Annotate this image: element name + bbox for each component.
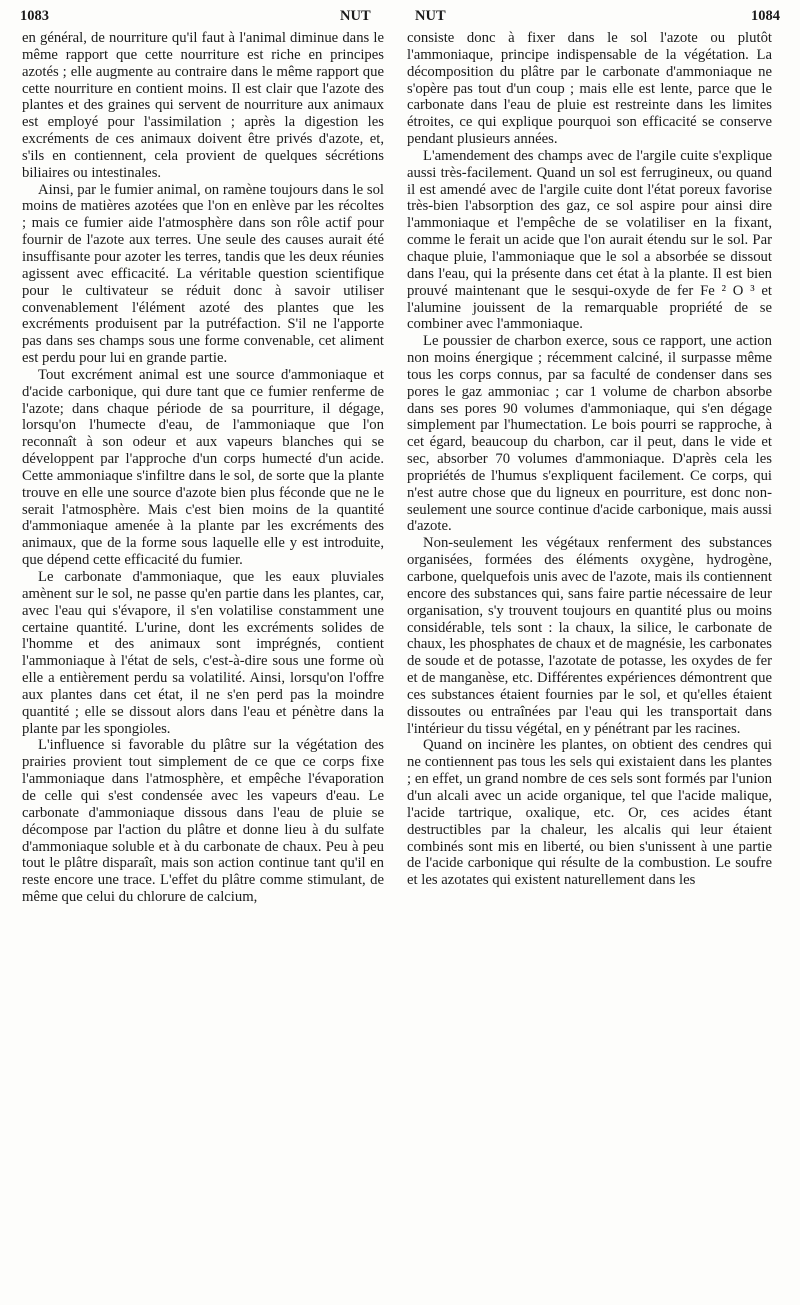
paragraph: Non-seulement les végétaux renferment des substances organisées, formées des éléments oxygène, hydrogène, carbone, quelquefois unis avec de l'azote, mais ils contiennent encore des substances qui, sans faire partie nécessaire de leur organisation, s'y trouvent toujours en quantité plus ou moins considérable, tels sont : la chaux, la silice, le carbonate de chaux, les phosphates de chaux et de magnésie, les carbonates de soude et de potasse, l'azotate de potasse, les oxydes de fer et de manganèse, etc. Différentes expériences démontrent que ces substances étaient fournies par le sol, et qu'elles étaient dissoutes ou entraînées par l'eau qui les transportait dans l'intérieur du tissu végétal, en y pénétrant par les racines. <box>407 535 773 737</box>
running-header <box>20 8 780 28</box>
paragraph: Ainsi, par le fumier animal, on ramène toujours dans le sol moins de matières azotées que l'on en enlève par les récoltes ; mais ce fumier aide l'atmosphère dans son rôle actif pour fournir de l'azote aux terres. Une seule des causes aurait été insuffisante pour azoter les terres, tandis que les deux réunies agissent avec efficacité. La véritable question scientifique pour le cultivateur se réduit donc à savoir utiliser convenablement l'élément azoté des plantes que les excréments produisent par la putréfaction. S'il ne l'apporte pas dans ses champs sous une forme convenable, cet aliment est perdu pour lui en grande partie. <box>22 181 384 367</box>
paragraph: en général, de nourriture qu'il faut à l'animal diminue dans le même rapport que cette nourriture est riche en principes azotés ; elle augmente au contraire dans le même rapport que cette nourriture en contient moins. Il est clair que l'azote des plantes et des graines qui servent de nourriture aux animaux est employé pour l'assimilation ; après la digestion les excréments de ces animaux doivent être privés d'azote, et, s'ils en contiennent, cela provient de quelques sécrétions biliaires ou intestinales. <box>22 30 384 181</box>
paragraph: Quand on incinère les plantes, on obtient des cendres qui ne contiennent pas tous les sels qui existaient dans les plantes ; en effet, un grand nombre de ces sels sont formés par l'union d'un alcali avec un acide organique, tel que l'acide malique, l'acide tartrique, oxalique, etc. Or, ces acides étant destructibles par la chaleur, les alcalis qui leur étaient combinés sont mis en liberté, ou bien s'unissent à une partie de l'acide carbonique qui résulte de la combustion. Le soufre et les azotates qui existent naturellement dans les <box>407 737 772 889</box>
right-page-number: 1084 <box>751 8 780 24</box>
paragraph: consiste donc à fixer dans le sol l'azote ou plutôt l'ammoniaque, principe indispensable de la végétation. La décomposition du plâtre par le carbonate d'ammoniaque ne s'opère pas tout d'un coup ; mais elle est lente, parce que le carbonate dans l'eau de pluie est restreinte dans les limites étroites, ce qui explique pourquoi son efficacité se conserve pendant plusieurs années. <box>407 30 772 148</box>
paragraph: L'amendement des champs avec de l'argile cuite s'explique aussi très-facilement. Quand un sol est ferrugineux, ou quand il est amendé avec de l'argile cuite dont l'état poreux favorise très-bien l'absorption des gaz, ce sol aspire pour ainsi dire l'ammoniaque et l'empêche de se volatiliser en la fixant, comme le ferait un acide que l'on aurait étendu sur le sol. Par chaque pluie, l'ammoniaque que le sol a absorbée se dissout dans l'eau, qui la présente dans cet état à la plante. Il est bien prouvé maintenant que le sesqui-oxyde de fer Fe ² O ³ et l'alumine jouissent de la remarquable propriété de se combiner avec l'ammoniaque. <box>407 147 772 333</box>
left-page-number: 1083 <box>20 8 49 24</box>
right-running-head: NUT <box>415 8 446 24</box>
paragraph: Tout excrément animal est une source d'ammoniaque et d'acide carbonique, qui dure tant que ce fumier renferme de l'azote; dans chaque période de sa pourriture, il dégage, lorsqu'on l'humecte d'eau, de l'ammoniaque que l'on reconnaît à son odeur et aux vapeurs blanches qui se développent par l'approche d'un corps humecté d'un acide. Cette ammoniaque s'infiltre dans le sol, de sorte que la plante trouve en elle une source d'azote bien plus féconde que ne le serait l'atmosphère. Mais c'est bien moins de la quantité d'ammoniaque amenée à la plante par les excréments des animaux, que de la forme sous laquelle elle y est introduite, que dépend cette efficacité du fumier. <box>22 366 384 569</box>
left-column <box>22 30 384 906</box>
paragraph: L'influence si favorable du plâtre sur la végétation des prairies provient tout simplement de ce que ce corps fixe l'ammoniaque dans l'atmosphère, et empêche l'évaporation de celle qui s'est condensée avec les vapeurs d'eau. Le carbonate d'ammoniaque dissous dans l'eau de pluie se décompose par l'action du plâtre et donne lieu à du sulfate d'ammoniaque soluble et à du carbonate de chaux. Peu à peu tout le plâtre disparaît, mais son action continue tant qu'il en reste encore une trace. L'effet du plâtre comme stimulant, de même que celui du chlorure de calcium, <box>22 737 384 906</box>
right-column <box>407 30 772 889</box>
paragraph: Le carbonate d'ammoniaque, que les eaux pluviales amènent sur le sol, ne passe qu'en partie dans les plantes, car, avec l'eau qui s'évapore, il s'en volatilise constamment une certaine quantité. L'urine, dont les excréments solides de l'homme et des animaux sont imprégnés, contient l'ammoniaque à l'état de sels, c'est-à-dire sous une forme où elle a entièrement perdu sa volatilité. Ainsi, lorsqu'on l'offre aux plantes dans cet état, il ne s'en perd pas la moindre quantité ; elle se dissout alors dans l'eau et pénètre dans la plante par les spongioles. <box>22 569 384 737</box>
left-running-head: NUT <box>340 8 371 24</box>
paragraph: Le poussier de charbon exerce, sous ce rapport, une action non moins énergique ; récemment calciné, il surpasse même tous les corps connus, par sa faculté de condenser dans ses pores le gaz ammoniac ; car 1 volume de charbon absorbe dans ses pores 90 volumes d'ammoniaque, qui s'en dégage simplement par l'humectation. Le bois pourri se rapproche, à cet égard, beaucoup du charbon, car il peut, dans le vide et sec, absorber 70 volumes d'ammoniaque. D'après cela les propriétés de l'humus s'expliquent facilement. Ce corps, qui n'est autre chose que du ligneux en pourriture, est donc non-seulement une source continue d'acide carbonique, mais aussi d'azote. <box>407 333 772 535</box>
